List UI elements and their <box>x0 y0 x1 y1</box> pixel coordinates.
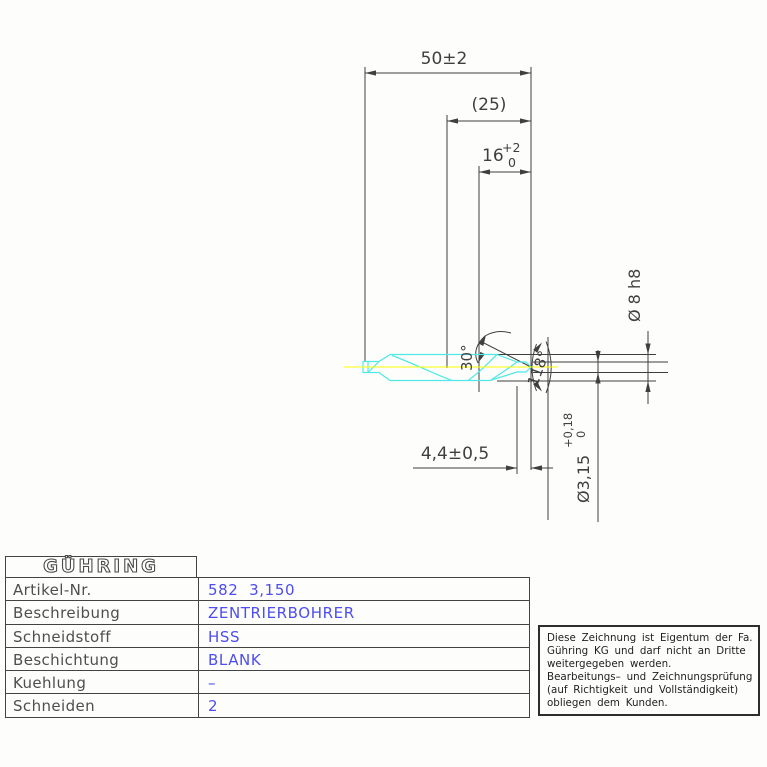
arrow <box>476 352 485 364</box>
dim-text-pilot-dia-tol-minus: 0 <box>574 430 588 438</box>
arrow <box>595 373 600 384</box>
row-value-beschreibung: ZENTRIERBOHRER <box>208 604 355 623</box>
arrow <box>479 169 490 174</box>
arrow <box>365 70 376 75</box>
dim-text-ref-length: (25) <box>471 95 507 115</box>
arrow <box>645 344 650 355</box>
angle-arc-30-ext <box>485 332 511 336</box>
dim-text-countersink-angle: 30° <box>458 344 476 371</box>
arrow <box>531 465 542 470</box>
arrow <box>447 118 458 123</box>
disclaimer-line: (auf Richtigkeit und Vollständigkeit) <box>547 683 739 696</box>
disclaimer-line: obliegen dem Kunden. <box>547 696 668 709</box>
dimension-arrowheads <box>365 70 651 470</box>
table-row <box>6 647 529 670</box>
drill-cutting-lip <box>491 362 517 380</box>
dim-text-pilot-dia-tol-plus: +0,18 <box>561 412 575 448</box>
arrow <box>645 381 650 392</box>
row-value-beschichtung: BLANK <box>208 650 262 669</box>
row-label-artikel-nr: Artikel-Nr. <box>6 578 199 600</box>
title-block-table <box>5 577 530 718</box>
arrow <box>520 70 531 75</box>
row-value-schneidstoff: HSS <box>208 627 241 646</box>
dim-text-pilot-dia: Ø3,15 <box>574 454 593 503</box>
table-row <box>6 670 529 693</box>
table-row <box>6 600 529 623</box>
dim-text-step-length: 16 <box>482 146 504 166</box>
row-label-schneiden: Schneiden <box>6 694 199 716</box>
row-value-artikel-nr: 582 3,150 <box>208 581 296 599</box>
table-row <box>6 578 529 600</box>
arrow <box>520 169 531 174</box>
disclaimer-line: Bearbeitungs– und Zeichnungsprüfung <box>547 670 753 683</box>
dim-text-shank-dia: Ø 8 h8 <box>625 268 644 322</box>
row-value-schneiden: 2 <box>208 697 219 716</box>
disclaimer-line: weitergegeben werden. <box>547 657 672 670</box>
dim-text-step-tol-plus: +2 <box>502 140 521 155</box>
arrow <box>595 351 600 362</box>
dim-text-point-angle: 118° <box>523 348 554 389</box>
row-label-kuehlung: Kuehlung <box>6 671 199 693</box>
row-label-beschreibung: Beschreibung <box>6 601 199 623</box>
row-label-schneidstoff: Schneidstoff <box>6 625 199 647</box>
drill-left-flute <box>392 356 452 381</box>
disclaimer-line: Gühring KG und darf nicht an Dritte <box>547 644 746 657</box>
dim-text-pilot-length: 4,4±0,5 <box>420 444 490 464</box>
table-row <box>6 693 529 716</box>
disclaimer-line: Diese Zeichnung ist Eigentum der Fa. <box>547 632 753 644</box>
guehring-logo: GÜHRING <box>43 556 159 577</box>
dim-text-step-tol-minus: 0 <box>508 155 516 170</box>
dimension-lines <box>365 67 668 522</box>
dim-text-overall-length: 50±2 <box>420 49 468 69</box>
title-block-logo-cell <box>5 556 197 578</box>
table-row <box>6 624 529 647</box>
arrow <box>506 465 517 470</box>
row-label-beschichtung: Beschichtung <box>6 648 199 670</box>
disclaimer-box <box>538 625 760 716</box>
row-value-kuehlung: – <box>208 674 217 693</box>
arrow <box>520 118 531 123</box>
